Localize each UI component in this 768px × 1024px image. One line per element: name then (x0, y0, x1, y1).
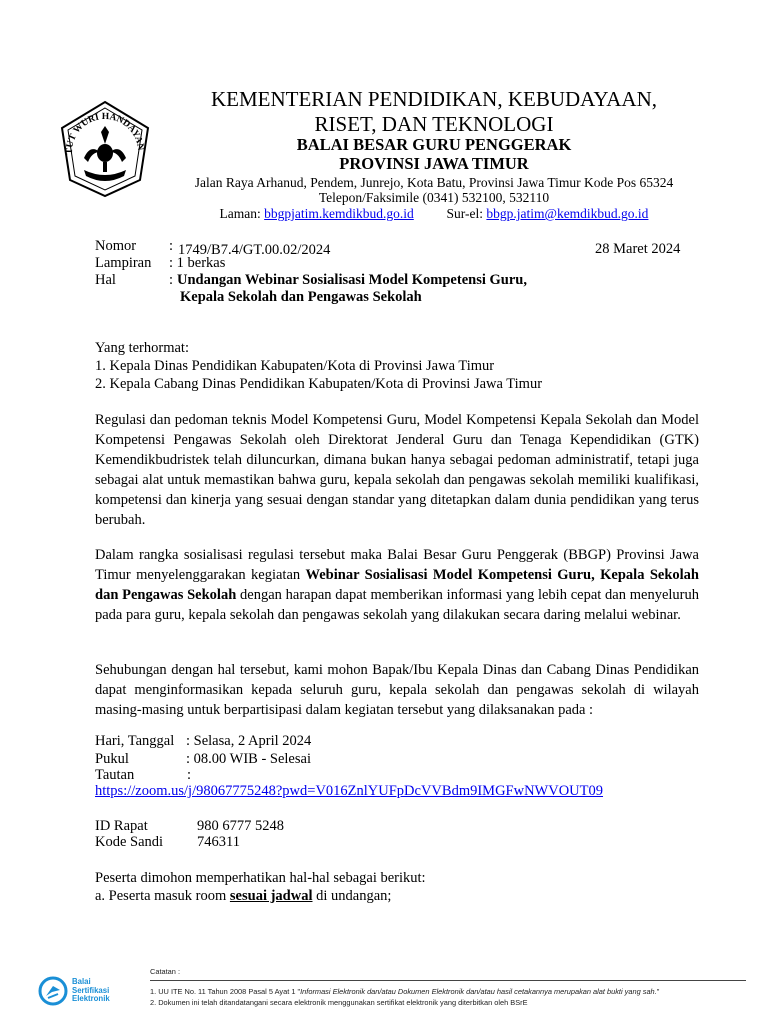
link-colon: : (187, 767, 192, 783)
note-item-a (95, 888, 391, 905)
passcode-value: 746311 (197, 834, 240, 850)
paragraph-regulation: Regulasi dan pedoman teknis Model Kompetensi Guru, Model Kompetensi Kepala Sekolah dan Model Kompetensi Pengawas Sekolah oleh Direktorat Jenderal Guru dan Tenaga Kependidikan (GTK) Kemendikbudristek telah diluncurkan, dimana bukan hanya sebagai pedoman administratif, tetapi juga sebagai alat untuk memastikan bahwa guru, kepala sekolah dan pengawas sekolah memiliki kualifikasi, kompetensi dan kinerja yang sesuai dengan standar yang ditetapkan dalam dunia pendidikan yang terus berubah. (95, 412, 699, 528)
footer-note-1-quote: Informasi Elektronik dan/atau Dokumen Elektronik dan/atau hasil cetakannya merupakan alat bukti yang sah. (300, 987, 657, 996)
agency-phone: Telepon/Faksimile (0341) 532100, 532110 (318, 190, 550, 205)
paragraph-request: Sehubungan dengan hal tersebut, kami mohon Bapak/Ibu Kepala Dinas dan Cabang Dinas Pendidikan dapat menginformasikan kepada seluruh guru, kepala sekolah dan pengawas sekolah di wilayah masing-masing untuk berpartisipasi dalam kegiatan tersebut yang dilaksanakan pada : (95, 662, 699, 718)
agency-contact-line (150, 205, 718, 222)
agency-name-line1: BALAI BESAR GURU PENGGERAK (296, 135, 572, 154)
paragraph-webinar-start: Dalam rangka sosialisasi regulasi tersebut maka Balai Besar Guru Penggerak (BBGP) Provinsi Jawa Timur menyelenggarakan kegiatan (95, 547, 699, 583)
logo-motto: TUT WURI HANDAYAN (64, 111, 146, 155)
notes-intro: Peserta dimohon memperhatikan hal-hal sebagai berikut: (95, 870, 426, 886)
paragraph-webinar-end: dengan harapan dapat memberikan informasi yang lebih cepat dan menyeluruh pada para guru, kepala sekolah dan pengawas sekolah yang dilakukan secara daring melalui webinar. (95, 587, 699, 623)
bse-logo-icon (38, 976, 68, 1006)
note-item-a-suffix: di undangan; (312, 888, 392, 904)
bse-line3: Elektronik (72, 994, 110, 1004)
bse-line2: Sertifikasi (72, 985, 110, 995)
meeting-id-label: ID Rapat (95, 818, 148, 834)
ministry-name-line1: KEMENTERIAN PENDIDIKAN, KEBUDAYAAN, (210, 87, 658, 111)
letter-date: 28 Maret 2024 (595, 241, 681, 257)
recipient-item: 1. Kepala Dinas Pendidikan Kabupaten/Kota di Provinsi Jawa Timur (95, 358, 495, 374)
lampiran-value: : 1 berkas (169, 255, 226, 271)
footer-divider (150, 980, 746, 981)
nomor-label: Nomor (95, 238, 137, 254)
time-value: : 08.00 WIB - Selesai (186, 751, 311, 767)
subject-line2: Kepala Sekolah dan Pengawas Sekolah (180, 289, 422, 305)
ministry-name-line2: RISET, DAN TEKNOLOGI (314, 112, 554, 136)
lampiran-label: Lampiran (95, 255, 152, 271)
footer-note-1-suffix: " (656, 987, 660, 996)
website-label: Laman: (219, 206, 261, 221)
bse-line1: Balai (72, 977, 91, 986)
day-value: : Selasa, 2 April 2024 (186, 733, 312, 749)
time-label: Pukul (95, 751, 129, 767)
email-label: Sur-el: (446, 206, 484, 221)
website-link[interactable]: bbgpjatim.kemdikbud.go.id (264, 206, 414, 221)
agency-address: Jalan Raya Arhanud, Pendem, Junrejo, Kota Batu, Provinsi Jawa Timur Kode Pos 65324 (194, 175, 674, 190)
nomor-value: 1749/B7.4/GT.00.02/2024 (178, 242, 331, 258)
footer-note-1-prefix: 1. UU ITE No. 11 Tahun 2008 Pasal 5 Ayat 1 " (150, 987, 301, 996)
recipient-item: 2. Kepala Cabang Dinas Pendidikan Kabupaten/Kota di Provinsi Jawa Timur (95, 376, 543, 392)
hal-label: Hal (95, 272, 116, 288)
bse-wordmark (72, 978, 110, 1004)
agency-name-line2: PROVINSI JAWA TIMUR (339, 154, 529, 173)
link-label: Tautan (95, 767, 135, 783)
nomor-colon: : (169, 238, 174, 254)
hal-colon: : (169, 272, 174, 288)
greeting: Yang terhormat: (95, 340, 189, 356)
note-item-a-emphasis: sesuai jadwal (229, 888, 313, 904)
tut-wuri-handayani-logo (54, 96, 156, 200)
note-item-a-prefix: a. Peserta masuk room (95, 888, 230, 904)
footer-note-1 (150, 987, 750, 997)
subject-line1: Undangan Webinar Sosialisasi Model Kompetensi Guru, (177, 272, 527, 288)
email-link[interactable]: bbgp.jatim@kemdikbud.go.id (486, 206, 649, 221)
zoom-link[interactable]: https://zoom.us/j/98067775248?pwd=V016ZnlYUFpDcVVBdm9IMGFwNWVOUT09 (95, 783, 604, 799)
paragraph-webinar (95, 545, 699, 625)
day-label: Hari, Tanggal (95, 733, 175, 749)
meeting-id-value: 980 6777 5248 (197, 818, 284, 834)
footer-note-2: 2. Dokumen ini telah ditandatangani secara elektronik menggunakan sertifikat elektronik yang diterbitkan oleh BSrE (150, 998, 528, 1007)
webinar-title: Webinar Sosialisasi Model Kompetensi Guru, Kepala Sekolah dan Pengawas Sekolah (95, 567, 699, 603)
footer-catatan: Catatan : (150, 967, 180, 976)
passcode-label: Kode Sandi (95, 834, 164, 850)
